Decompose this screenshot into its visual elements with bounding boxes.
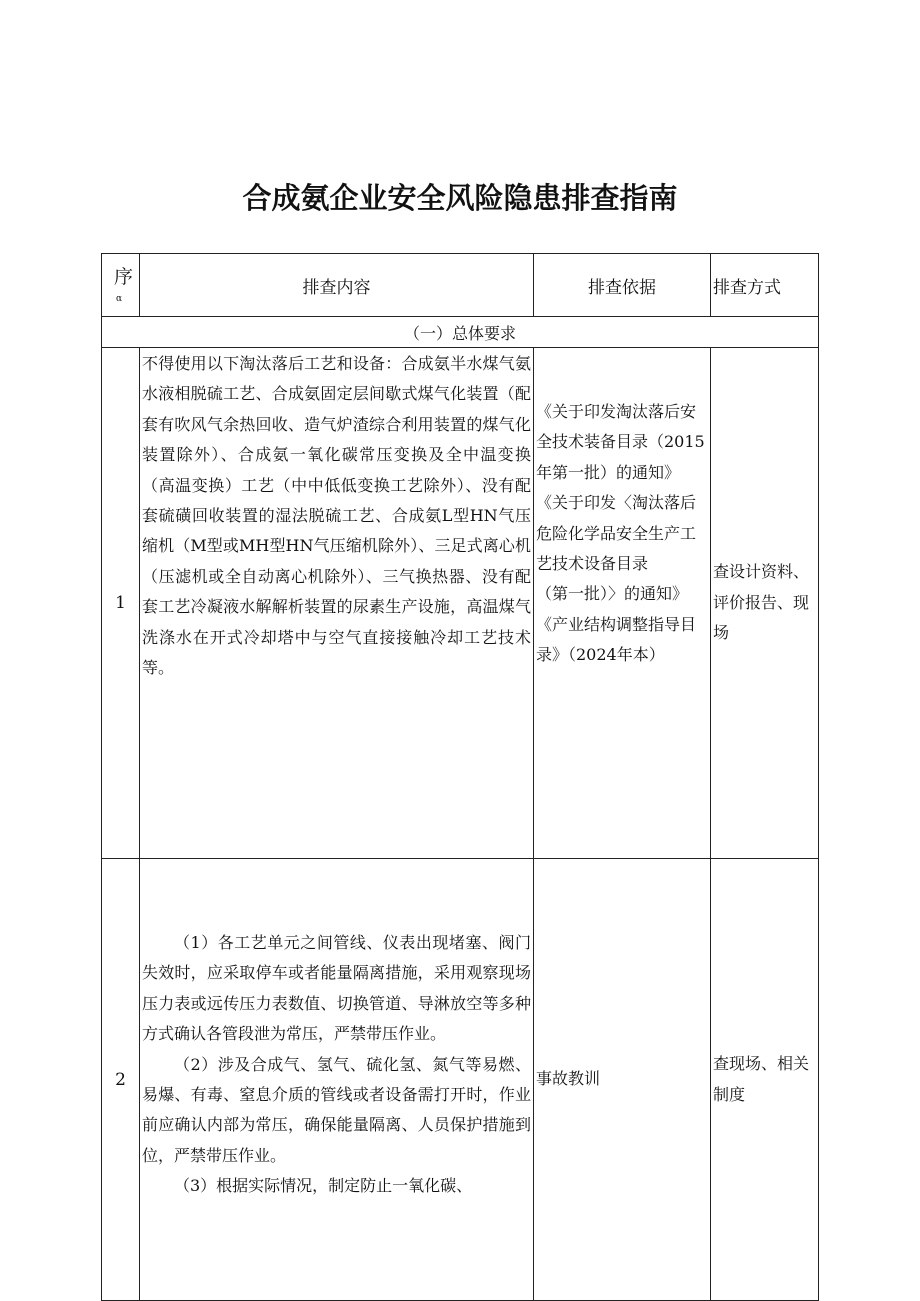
row-seq: 2 xyxy=(102,859,140,1301)
header-basis: 排查依据 xyxy=(534,254,711,317)
section-row xyxy=(102,317,819,348)
row-content-paragraph: （3）根据实际情况，制定防止一氧化碳、 xyxy=(174,1176,473,1196)
header-seq xyxy=(102,254,140,317)
header-method: 排查方式 xyxy=(711,254,819,317)
row-content: 不得使用以下淘汰落后工艺和设备：合成氨半水煤气氨水液相脱硫工艺、合成氨固定层间歇式煤气化装置（配套有吹风气余热回收、造气炉渣综合利用装置的煤气化装置除外）、合成氨一氧化碳常压变换及全中温变换（高温变换）工艺（中中低低变换工艺除外）、没有配套硫磺回收装置的湿法脱硫工艺、合成氨L型HN气压缩机（M型或MH型HN气压缩机除外）、三足式离心机（压滤机或全自动离心机除外）、三气换热器、没有配套工艺冷凝液水解解析装置的尿素生产设施，高温煤气洗涤水在开式冷却塔中与空气直接接触冷却工艺技术等。 xyxy=(140,348,534,859)
row-basis-paragraph: 《关于印发〈淘汰落后危险化学品安全生产工艺技术设备目录 xyxy=(536,493,697,574)
row-basis xyxy=(534,348,711,859)
row-basis-paragraph: 《关于印发淘汰落后安全技术装备目录（2015年第一批）的通知》 xyxy=(536,402,705,482)
table-row xyxy=(102,859,819,1301)
row-content-paragraph: （2）涉及合成气、氢气、硫化氢、氮气等易燃、易爆、有毒、窒息介质的管线或者设备需打开时，作业前应确认内部为常压，确保能量隔离、人员保护措施到位，严禁带压作业。 xyxy=(142,1054,531,1165)
row-method: 查设计资料、评价报告、现场 xyxy=(711,348,819,859)
row-seq: 1 xyxy=(102,348,140,859)
row-method: 查现场、相关制度 xyxy=(711,859,819,1301)
section-title: （一）总体要求 xyxy=(102,317,819,348)
checklist-table xyxy=(101,253,819,1301)
row-content-paragraph: （1）各工艺单元之间管线、仪表出现堵塞、阀门失效时，应采取停车或者能量隔离措施，采用观察现场压力表或远传压力表数值、切换管道、导淋放空等多种方式确认各管段泄为常压，严禁带压作业。 xyxy=(142,933,531,1044)
header-content: 排查内容 xyxy=(140,254,534,317)
row-basis: 事故教训 xyxy=(534,859,711,1301)
table-row xyxy=(102,348,819,859)
row-content xyxy=(140,859,534,1301)
row-basis-paragraph: （第一批）〉的通知》《产业结构调整指导目录》（2024年本） xyxy=(536,584,697,665)
document-title: 合成氨企业安全风险隐患排查指南 xyxy=(242,181,678,215)
table-header-row xyxy=(102,254,819,317)
header-seq-mark: α xyxy=(116,294,123,304)
header-seq-label: 序 xyxy=(114,266,134,288)
